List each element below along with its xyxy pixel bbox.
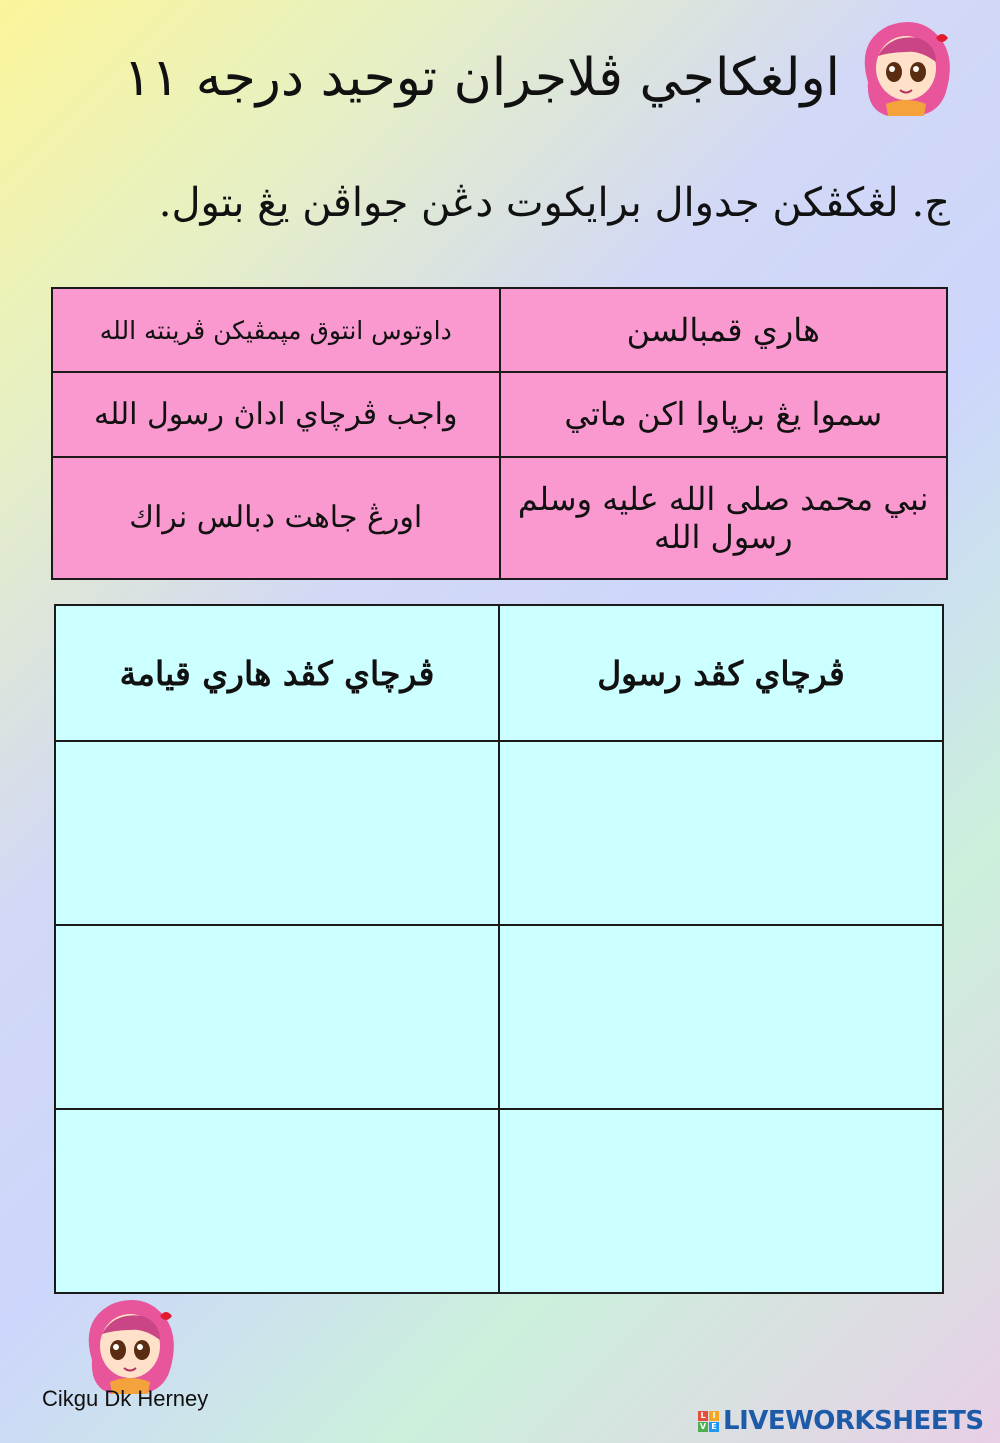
answer-table-header-row [55,605,943,741]
word-bank-cell[interactable]: نبي محمد صلى الله عليه وسلم رسول الله [500,457,948,579]
liveworksheets-logo-icon: L I V E [698,1411,719,1432]
instruction-text: ج. لڠكڤكن جدوال برايكوت دڠن جواڤن يڠ بتول. [158,180,950,226]
answer-drop-zone[interactable] [55,741,499,925]
answer-row [55,741,943,925]
word-bank-cell[interactable]: واجب ڤرچاي اداڽ رسول الله [52,372,500,456]
brand-text: LIVEWORKSHEETS [723,1406,984,1436]
girl-hijab-mascot-icon [848,12,960,124]
answer-drop-zone[interactable] [55,1109,499,1293]
liveworksheets-brand[interactable] [698,1404,984,1438]
word-bank-cell[interactable]: اورڠ جاهت دبالس نراك [52,457,500,579]
header-believe-in-judgement-day: ڤرچاي كڤد هاري قيامة [55,605,499,741]
word-bank-row [52,457,947,579]
worksheet-title: اولغكاجي ڤلاجران توحيد درجه ١١ [123,48,840,108]
answer-drop-zone[interactable] [499,1109,943,1293]
word-bank-cell[interactable]: سموا يڠ برڽاوا اكن ماتي [500,372,948,456]
word-bank-row [52,288,947,372]
header-believe-in-messenger: ڤرچاي كڤد رسول [499,605,943,741]
answer-drop-zone[interactable] [499,741,943,925]
answer-drop-zone[interactable] [55,925,499,1109]
answer-row [55,925,943,1109]
word-bank-cell[interactable]: داوتوس انتوق مڽمڤيكن ڤرينته الله [52,288,500,372]
author-credit: Cikgu Dk Herney [42,1386,209,1411]
word-bank-cell[interactable]: هاري قمبالسن [500,288,948,372]
word-bank-table [51,287,948,580]
answer-drop-zone[interactable] [499,925,943,1109]
word-bank-row [52,372,947,456]
answer-row [55,1109,943,1293]
answer-table [54,604,944,1294]
